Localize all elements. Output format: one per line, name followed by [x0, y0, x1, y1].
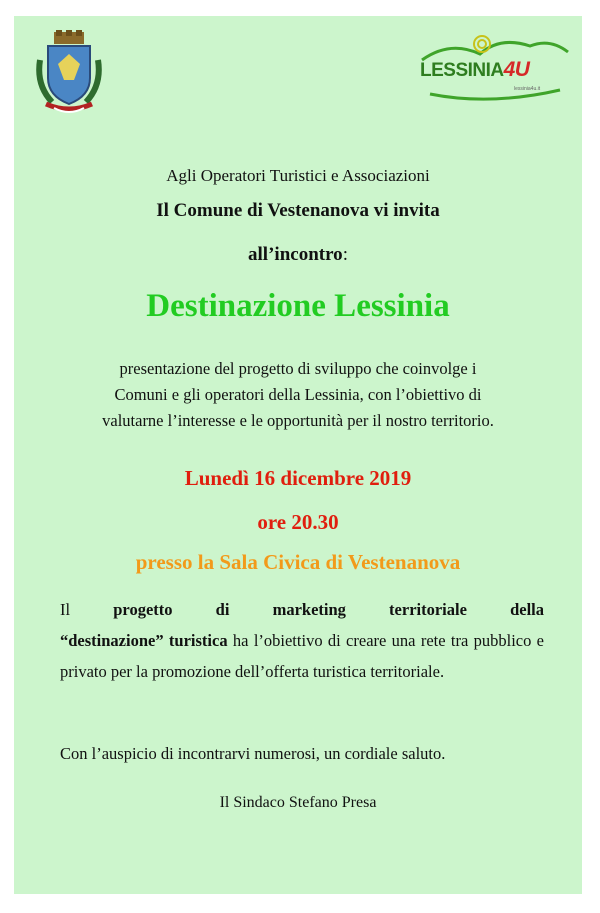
coat-of-arms-icon: [34, 30, 104, 116]
logo-tagline: lessinia4u.it: [514, 86, 541, 92]
closing-greeting: Con l’auspicio di incontrarvi numerosi, un cordiale saluto.: [60, 744, 446, 763]
invitation-poster: [14, 16, 582, 894]
project-paragraph: Il progetto di marketing territoriale della “destinazione” turistica ha l’obiettivo di creare una rete tra pubblico e privato per la promozione dell’offerta turistica territoriale.: [60, 600, 545, 681]
invite-line-2: all’incontro:: [248, 244, 348, 265]
event-date: Lunedì 16 dicembre 2019: [184, 466, 412, 490]
event-description: presentazione del progetto di sviluppo che coinvolge i Comuni e gli operatori della Lessinia, con l’obiettivo di valutarne l’interesse e le opportunità per il nostro territorio.: [102, 359, 494, 430]
logo-swoosh-icon: [420, 88, 570, 108]
event-time: ore 20.30: [257, 510, 339, 534]
invite-line-1: Il Comune di Vestenanova vi invita: [156, 200, 440, 221]
event-headline: Destinazione Lessinia: [146, 288, 450, 324]
logo-wordmark: LESSINIA4U: [420, 58, 530, 81]
intro-line: Agli Operatori Turistici e Associazioni: [166, 166, 430, 185]
mayor-signature: Il Sindaco Stefano Presa: [219, 794, 377, 811]
lessinia4u-logo: [420, 32, 570, 112]
event-place: presso la Sala Civica di Vestenanova: [135, 550, 461, 574]
